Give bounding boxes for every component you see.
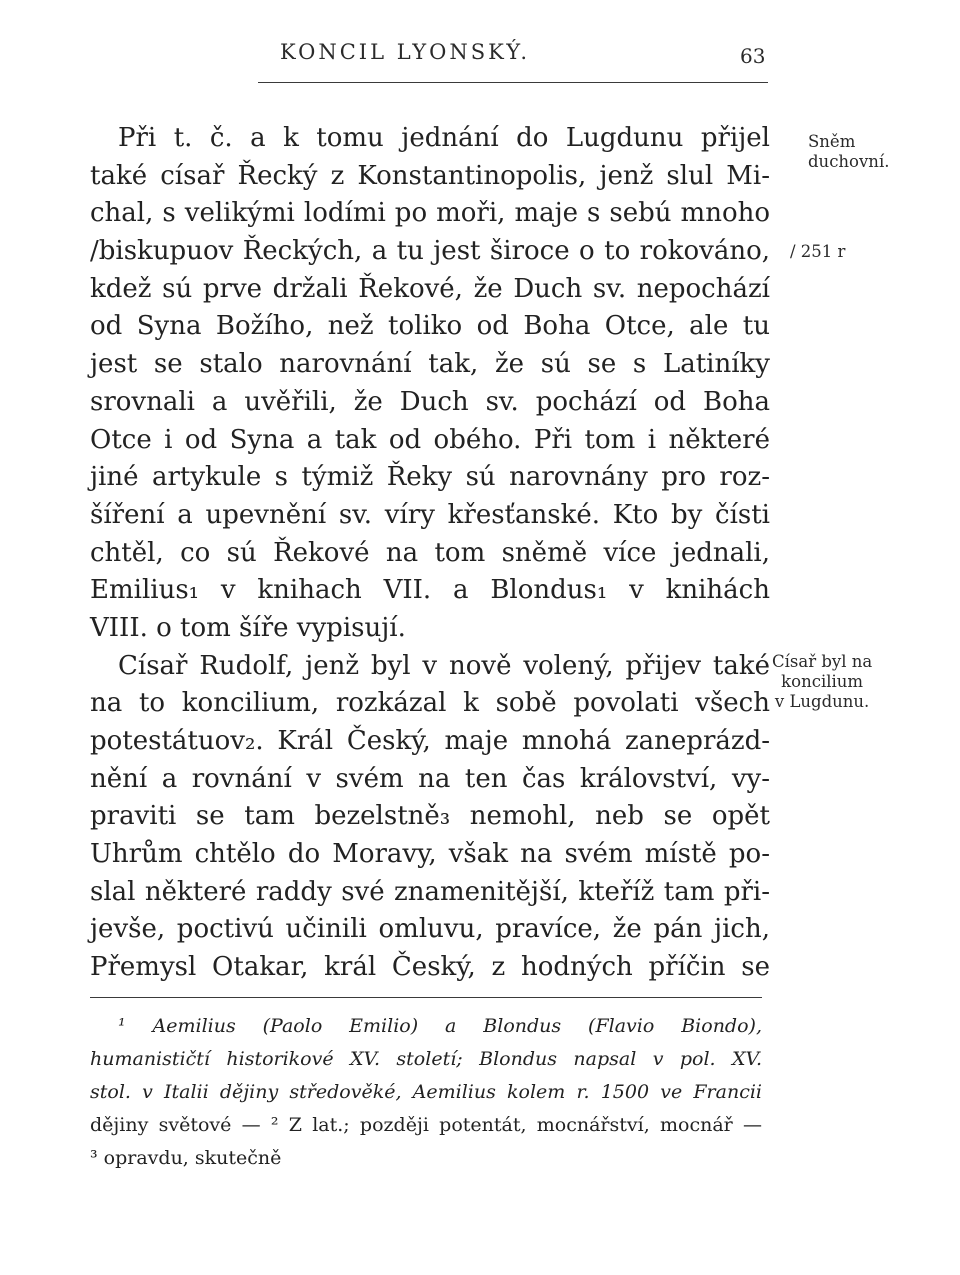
footnote-line: stol. v Italii dějiny středověké, Aemilius kolem r. 1500 ve Francii [90, 1081, 762, 1103]
text-line: Emilius₁ v knihach VII. a Blondus₁ v knihách [90, 575, 770, 606]
text-line: nění a rovnání v svém na ten čas království, vy- [90, 763, 770, 794]
footnote-line: ³ opravdu, skutečně [90, 1147, 282, 1169]
text-line: potestátuov₂. Král Český, maje mnohá zaneprázd- [90, 726, 770, 756]
text-line: VIII. o tom šíře vypisují. [90, 612, 406, 643]
footnote-line: dějiny světové — ² Z lat.; později potentát, mocnářství, mocnář — [90, 1114, 762, 1136]
text-line: Uhrům chtělo do Moravy, však na svém místě po- [90, 839, 770, 870]
text-line: praviti se tam bezelstně₃ nemohl, neb se opět [90, 801, 770, 832]
footnote-line: humanističtí historikové XV. století; Blondus napsal v pol. XV. [90, 1048, 762, 1070]
page-number: 63 [740, 44, 766, 68]
text-line: slal některé raddy své znamenitější, kteříž tam při- [90, 876, 770, 907]
text-line: také císař Řecký z Konstantinopolis, jenž slul Mi- [90, 160, 770, 191]
text-line: jest se stalo narovnání tak, že sú se s Latiníky [90, 349, 770, 380]
margin-note-emperor: Císař byl na koncilium v Lugdunu. [772, 652, 873, 711]
text-line: Přemysl Otakar, král Český, z hodných příčin se [90, 952, 770, 983]
text-line: šíření a upevnění sv. víry křesťanské. Kto by čísti [90, 499, 770, 530]
running-title: KONCIL LYONSKÝ. [280, 40, 531, 64]
body-text [90, 120, 770, 987]
text-line: od Syna Božího, než toliko od Boha Otce, ale tu [90, 311, 770, 342]
margin-note-synod: Sněm duchovní. [808, 132, 890, 171]
text-line: jiné artykule s týmiž Řeky sú narovnány pro roz- [90, 462, 770, 493]
text-line: /biskupuov Řeckých, a tu jest široce o to rokováno, [90, 236, 770, 267]
text-line: kdež sú prve držali Řekové, že Duch sv. nepochází [90, 273, 770, 304]
text-line: na to koncilium, rozkázal k sobě povolati všech [90, 688, 770, 719]
header-rule [258, 82, 768, 83]
footnotes [90, 1010, 762, 1175]
text-line: jevše, poctivú učinili omluvu, pravíce, že pán jich, [90, 914, 770, 945]
text-line: srovnali a uvěřili, že Duch sv. pochází od Boha [90, 386, 770, 417]
text-line: Otce i od Syna a tak od obého. Při tom i některé [90, 424, 770, 455]
margin-note-folio: / 251 r [790, 242, 846, 261]
text-line: Při t. č. a k tomu jednání do Lugdunu přijel [118, 123, 770, 153]
text-line: chal, s velikými lodími po moři, maje s sebú mnoho [90, 198, 770, 229]
text-line: Císař Rudolf, jenž byl v nově volený, přijev také [118, 650, 770, 681]
footnote-line: ¹ Aemilius (Paolo Emilio) a Blondus (Flavio Biondo), [118, 1015, 762, 1037]
footnote-rule [90, 997, 762, 998]
text-line: chtěl, co sú Řekové na tom sněmě více jednali, [90, 537, 770, 568]
